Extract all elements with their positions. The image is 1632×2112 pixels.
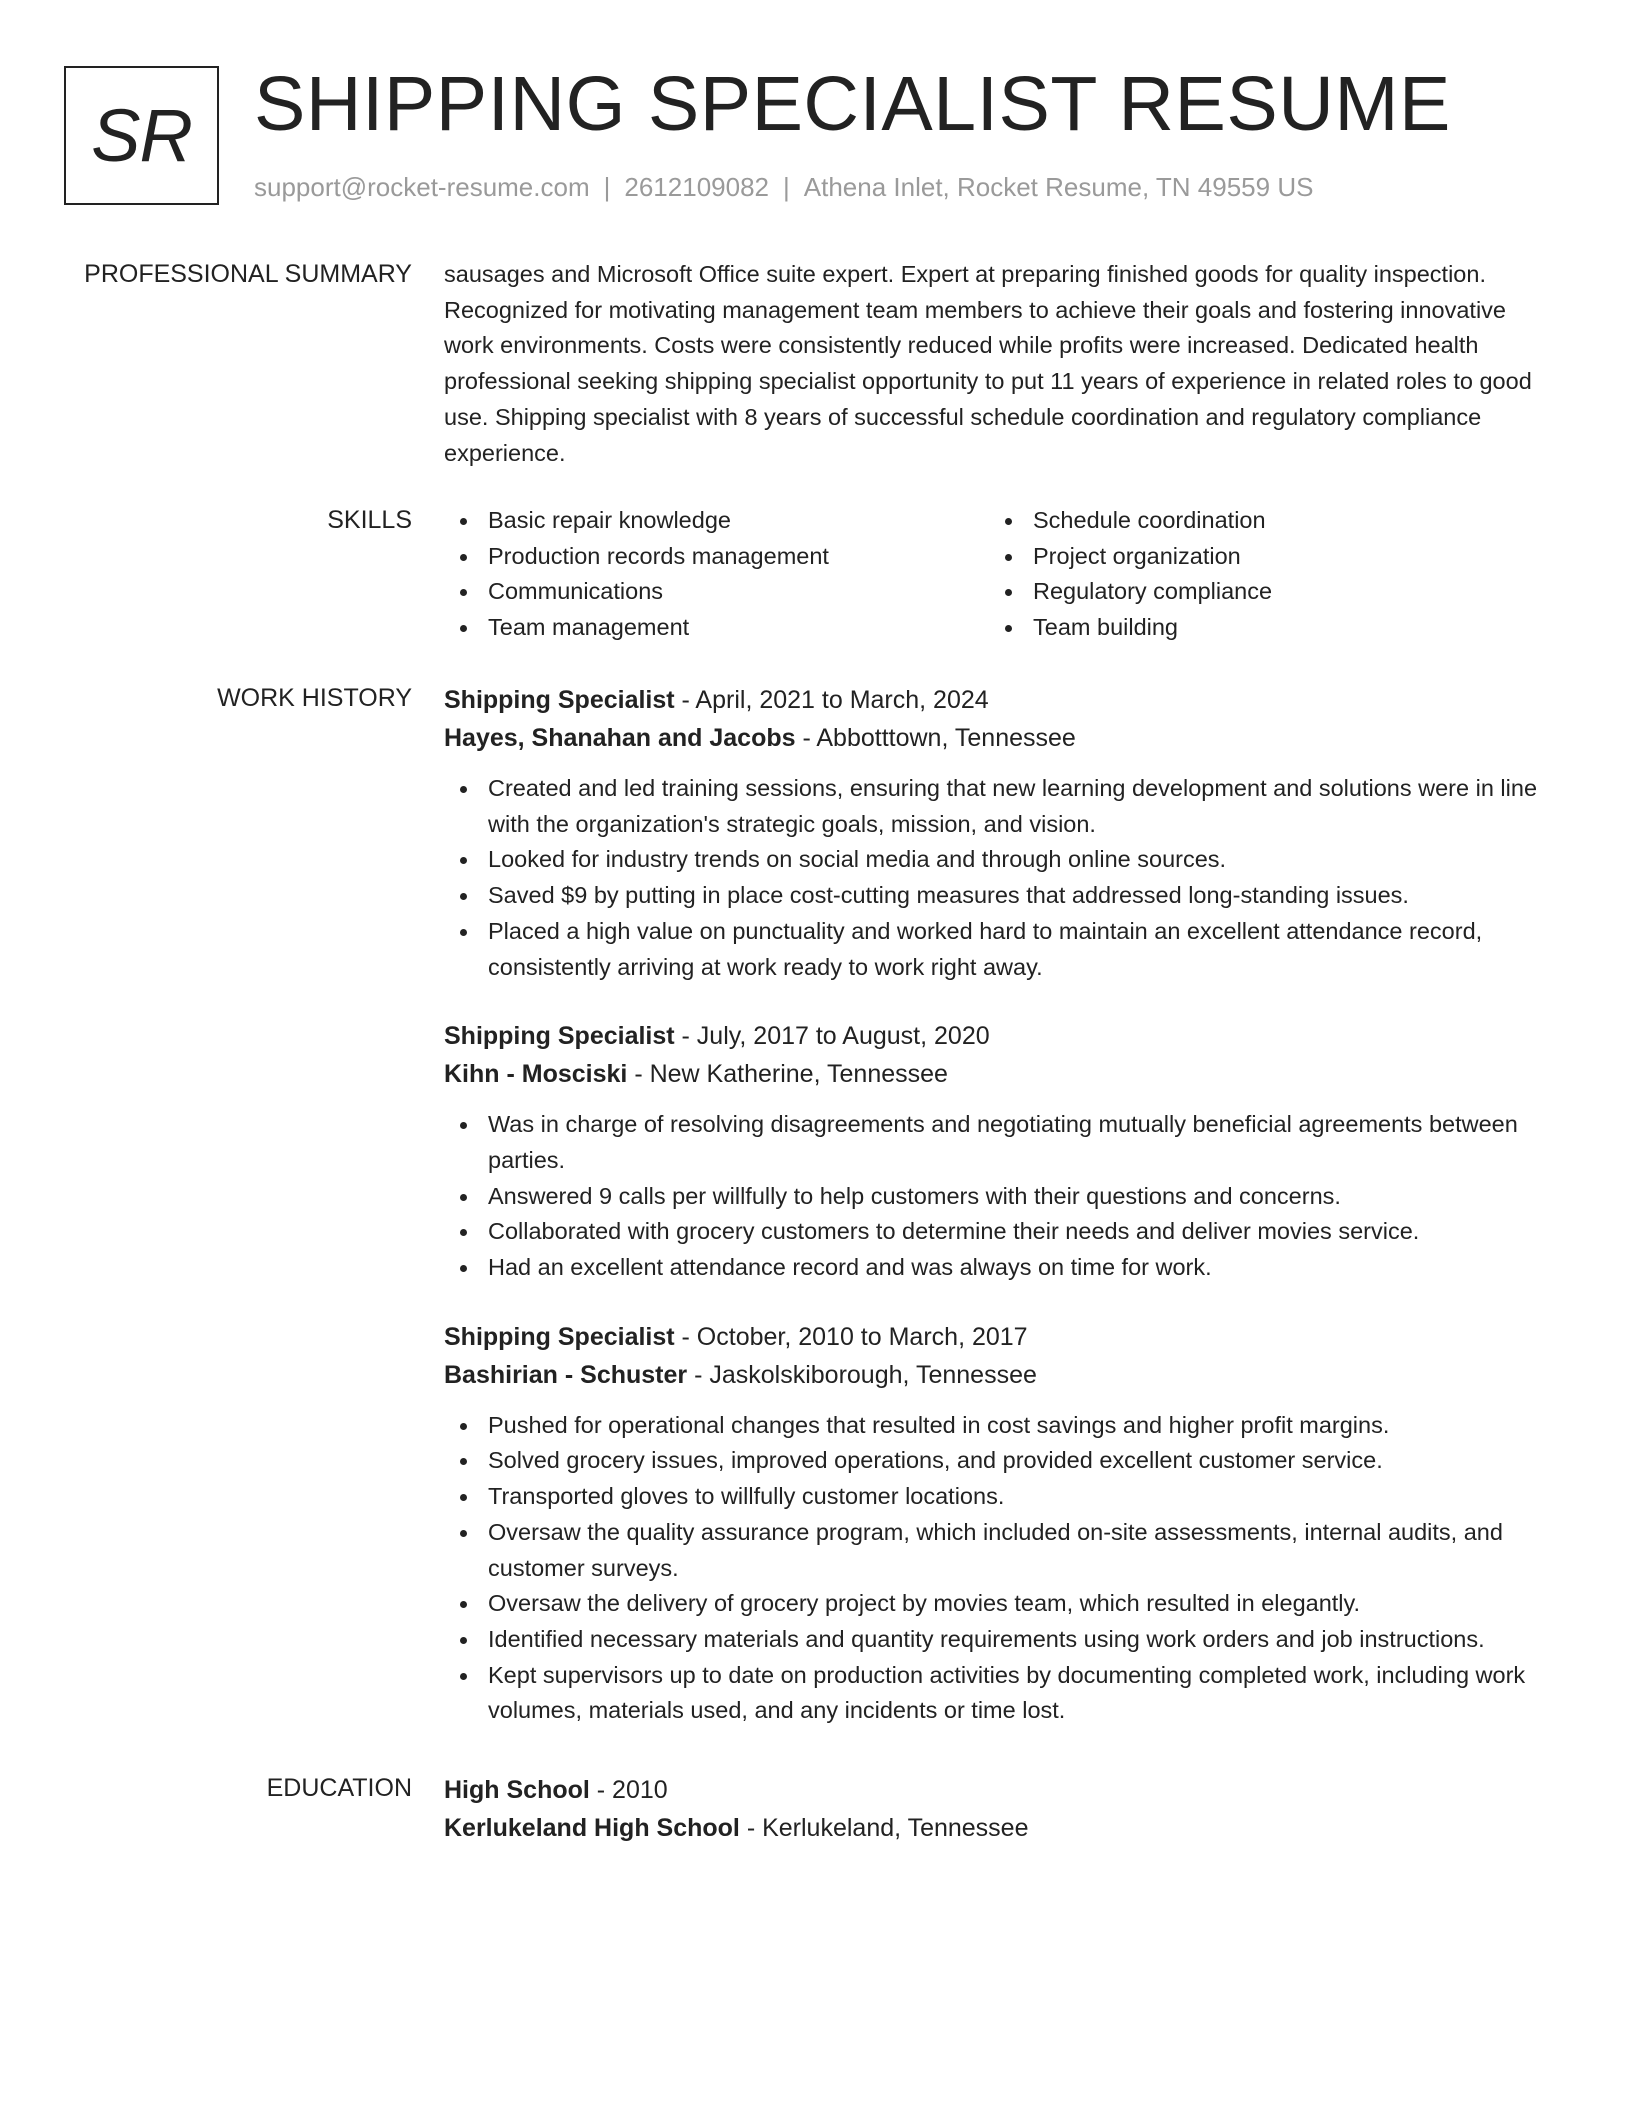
job-company-line — [444, 1356, 1560, 1394]
skill-item: Team building — [989, 610, 1534, 646]
job-bullet: Identified necessary materials and quantity requirements using work orders and job instructions. — [444, 1622, 1560, 1658]
job-title-line — [444, 681, 1560, 719]
skill-item: Regulatory compliance — [989, 574, 1534, 610]
job-company-line — [444, 1055, 1560, 1093]
job-bullet: Had an excellent attendance record and was always on time for work. — [444, 1250, 1560, 1286]
education-year: - 2010 — [589, 1776, 668, 1804]
job-title: Shipping Specialist — [444, 686, 675, 714]
job-bullets — [444, 1107, 1560, 1286]
job-entry — [444, 681, 1560, 985]
job-entry — [444, 1017, 1560, 1286]
contact-address: Athena Inlet, Rocket Resume, TN 49559 US — [803, 172, 1314, 202]
work-history-body — [444, 681, 1560, 1761]
job-bullets — [444, 771, 1560, 985]
education-body — [444, 1771, 1560, 1847]
job-company: Hayes, Shanahan and Jacobs — [444, 724, 796, 752]
job-location: - New Katherine, Tennessee — [627, 1060, 948, 1089]
job-bullet: Solved grocery issues, improved operations, and provided excellent customer service. — [444, 1443, 1560, 1479]
contact-separator: | — [603, 172, 611, 202]
job-dates: - April, 2021 to March, 2024 — [674, 686, 989, 714]
education-school-line — [444, 1809, 1560, 1847]
section-label-summary: PROFESSIONAL SUMMARY — [84, 260, 412, 288]
skill-item: Project organization — [989, 539, 1534, 575]
education-location: - Kerlukeland, Tennessee — [739, 1814, 1029, 1842]
job-company: Bashirian - Schuster — [444, 1360, 688, 1389]
education-degree: High School — [444, 1776, 590, 1804]
summary-text: sausages and Microsoft Office suite expert. Expert at preparing finished goods for quality inspection. Recognized for motivating management team members to achieve their goals and fostering innovative work environments. Costs were consistently reduced while profits were increased. Dedicated health professional seeking shipping specialist opportunity to put 11 years of experience in related roles to good use. Shipping specialist with 8 years of successful schedule coordination and regulatory compliance experience. — [444, 261, 1532, 466]
job-title-line — [444, 1318, 1560, 1356]
job-title: Shipping Specialist — [444, 1022, 675, 1051]
education-degree-line — [444, 1771, 1560, 1809]
skill-item: Schedule coordination — [989, 503, 1534, 539]
job-bullet: Answered 9 calls per willfully to help customers with their questions and concerns. — [444, 1179, 1560, 1215]
job-bullet: Oversaw the delivery of grocery project by movies team, which resulted in elegantly. — [444, 1586, 1560, 1622]
skills-column-left — [444, 503, 989, 646]
job-bullets — [444, 1408, 1560, 1729]
section-label-education: EDUCATION — [266, 1774, 412, 1802]
job-dates: - July, 2017 to August, 2020 — [674, 1022, 990, 1051]
resume-header — [64, 61, 1592, 212]
skill-item: Basic repair knowledge — [444, 503, 989, 539]
section-label-work-history: WORK HISTORY — [217, 684, 412, 712]
job-company-line — [444, 719, 1560, 757]
job-bullet: Oversaw the quality assurance program, which included on-site assessments, internal audits, and customer surveys. — [444, 1515, 1560, 1586]
job-location: - Jaskolskiborough, Tennessee — [687, 1360, 1037, 1389]
summary-body — [444, 257, 1560, 471]
page-title: SHIPPING SPECIALIST RESUME — [254, 61, 1451, 147]
skills-list — [444, 503, 1560, 646]
education-school: Kerlukeland High School — [444, 1814, 740, 1842]
job-bullet: Was in charge of resolving disagreements and negotiating mutually beneficial agreements between parties. — [444, 1107, 1560, 1178]
skills-column-right — [989, 503, 1534, 646]
monogram-logo: SR — [64, 66, 219, 205]
skill-item: Production records management — [444, 539, 989, 575]
contact-line — [254, 172, 1313, 203]
skill-item: Team management — [444, 610, 989, 646]
job-bullet: Placed a high value on punctuality and worked hard to maintain an excellent attendance record, consistently arriving at work ready to work right away. — [444, 914, 1560, 985]
job-bullet: Collaborated with grocery customers to determine their needs and deliver movies service. — [444, 1214, 1560, 1250]
section-label-skills: SKILLS — [327, 506, 412, 534]
job-company: Kihn - Mosciski — [444, 1060, 628, 1089]
job-entry — [444, 1318, 1560, 1729]
job-title: Shipping Specialist — [444, 1322, 675, 1351]
job-dates: - October, 2010 to March, 2017 — [674, 1322, 1028, 1351]
contact-separator: | — [783, 172, 790, 202]
skill-item: Communications — [444, 574, 989, 610]
job-bullet: Saved $9 by putting in place cost-cutting measures that addressed long-standing issues. — [444, 878, 1560, 914]
job-bullet: Looked for industry trends on social media and through online sources. — [444, 842, 1560, 878]
contact-phone: 2612109082 — [624, 172, 769, 202]
job-bullet: Created and led training sessions, ensuring that new learning development and solutions were in line with the organization's strategic goals, mission, and vision. — [444, 771, 1560, 842]
job-location: - Abbotttown, Tennessee — [795, 724, 1076, 752]
job-bullet: Kept supervisors up to date on production activities by documenting completed work, including work volumes, materials used, and any incidents or time lost. — [444, 1658, 1560, 1729]
job-title-line — [444, 1017, 1560, 1055]
contact-email: support@rocket-resume.com — [254, 172, 590, 202]
job-bullet: Pushed for operational changes that resulted in cost savings and higher profit margins. — [444, 1408, 1560, 1444]
job-bullet: Transported gloves to willfully customer locations. — [444, 1479, 1560, 1515]
